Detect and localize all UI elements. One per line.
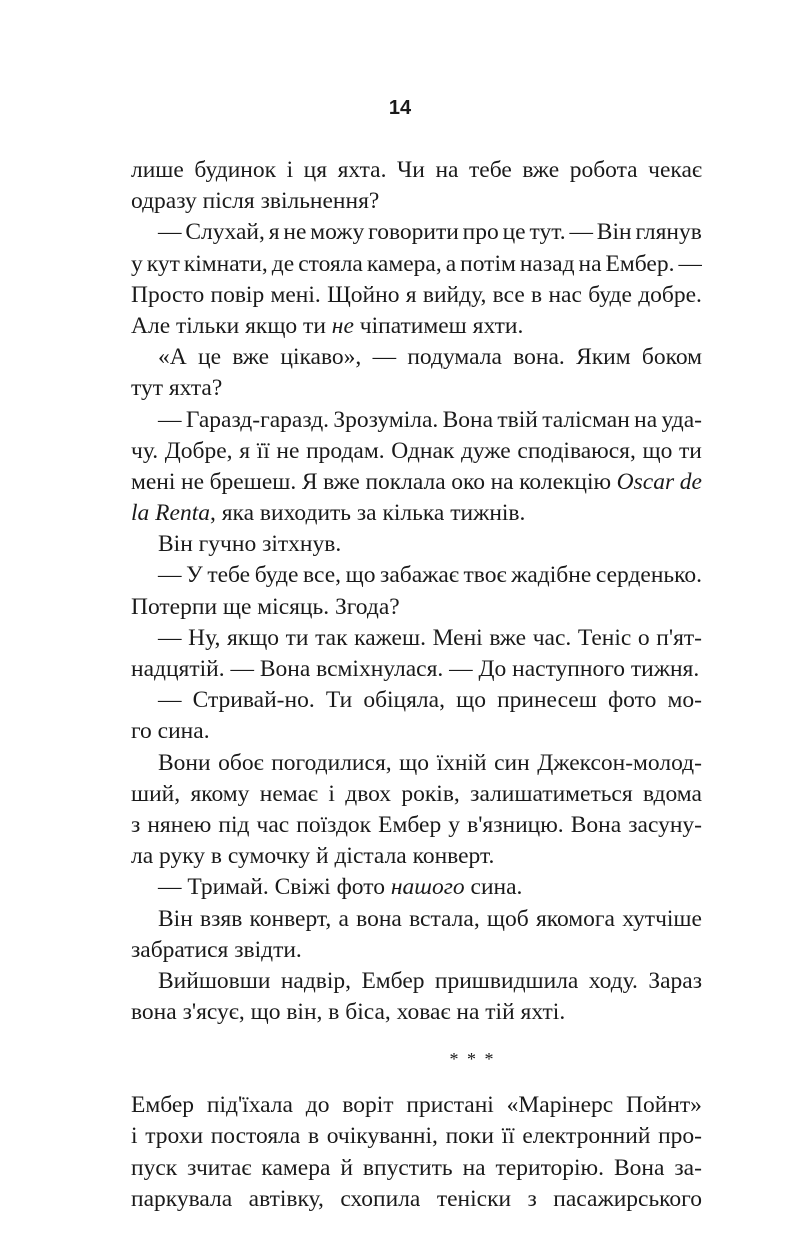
word: Вони (158, 749, 211, 776)
word: чекає (648, 157, 702, 183)
word: стояла (298, 250, 363, 277)
paragraph (131, 685, 702, 747)
word: назад (519, 250, 575, 277)
word: нас (548, 281, 582, 308)
word: зчитає (187, 1154, 252, 1181)
word: — (158, 687, 182, 714)
word: цікаво», (280, 344, 362, 371)
text-run: Але тільки якщо ти (131, 312, 332, 339)
word: що (642, 437, 673, 464)
word: не (283, 219, 307, 246)
paragraph (131, 872, 702, 903)
word: конверт, (249, 905, 332, 932)
text-line (131, 467, 702, 498)
word: Ембер (131, 1092, 195, 1119)
paragraph (131, 1090, 702, 1215)
text-line (131, 904, 702, 935)
word: Пойнт» (626, 1092, 702, 1119)
word: Яким (576, 344, 631, 371)
word: Чи (397, 157, 425, 183)
word: у (131, 250, 143, 277)
word: обоє (218, 749, 264, 776)
word: жадібне (511, 562, 592, 589)
word: я (239, 437, 251, 464)
word: Вона (570, 811, 622, 838)
word: у (448, 811, 461, 838)
word: воріт (342, 1092, 394, 1119)
word: не (181, 468, 205, 495)
word: син (494, 749, 530, 776)
word: вийду, (422, 281, 487, 308)
word: робота (569, 157, 638, 183)
word: територію. (495, 1154, 604, 1181)
text-line: надцятій. — Вона всміхнулася. — До наступного тижня. (131, 656, 700, 682)
word: це (198, 344, 222, 371)
word: Слухай, (185, 219, 265, 246)
word: про (462, 219, 499, 246)
word: за- (674, 1154, 702, 1181)
word: Oscar (616, 468, 675, 495)
word: а (445, 250, 457, 277)
word: двох (345, 780, 392, 807)
word: тут. (529, 219, 566, 246)
word: твоє (463, 562, 507, 589)
word: сподіваюся, (517, 437, 636, 464)
word: пришвидшила (434, 967, 579, 994)
word: я (268, 219, 280, 246)
word: камера (261, 1154, 331, 1181)
word: впустить (362, 1154, 453, 1181)
text-line (131, 249, 702, 280)
word: якому (190, 780, 250, 807)
word: Я (301, 468, 318, 495)
word: потім (460, 250, 516, 277)
word: я (405, 281, 417, 308)
word: щоб (486, 905, 529, 932)
word: про- (658, 1123, 702, 1150)
text-line (131, 311, 702, 342)
word: нянею (147, 811, 212, 838)
text-line (131, 623, 702, 654)
word: надвір, (280, 967, 352, 994)
text-line: го сина. (131, 718, 210, 745)
text-line (131, 1153, 702, 1184)
word: їхній (436, 749, 487, 776)
word: ший, (131, 780, 181, 807)
word: Теніс (577, 624, 632, 651)
word: поки (445, 1123, 494, 1150)
word: вона (356, 905, 402, 932)
page-number: 14 (388, 97, 412, 119)
word: — (372, 344, 397, 371)
word: під (218, 811, 250, 838)
word: уда- (661, 406, 702, 433)
word: під'їхала (206, 1092, 293, 1119)
italic-run: нашого (390, 874, 465, 901)
text-line (131, 810, 702, 841)
text-line (131, 1121, 702, 1152)
word: Просто (131, 281, 205, 308)
word: камера, (366, 250, 442, 277)
word: de (679, 468, 702, 495)
word: Однак (391, 437, 455, 464)
word: Гаразд-гаразд. (185, 406, 330, 433)
word: ти (679, 437, 702, 464)
word: електронний (522, 1123, 651, 1150)
text-line: ла руку в сумочку й дістала конверт. (131, 843, 495, 870)
word: мені (131, 468, 176, 495)
word: поклала (365, 468, 446, 495)
word: буде (254, 562, 299, 589)
word: встала, (409, 905, 480, 932)
word: погодилися, (271, 749, 392, 776)
text-line (131, 342, 702, 373)
word: кут (146, 250, 180, 277)
word: дуже (460, 437, 511, 464)
word: лише (131, 157, 184, 183)
word: де (271, 250, 295, 277)
text-line (131, 779, 702, 810)
word: колекцію (519, 468, 612, 495)
word: — (569, 219, 593, 246)
word: брешеш. (209, 468, 297, 495)
word: фото (607, 687, 657, 714)
body-text (131, 155, 702, 1215)
word: — (158, 562, 182, 589)
word: серденько. (595, 562, 702, 589)
word: Ти (325, 687, 353, 714)
word: вже (232, 344, 270, 371)
word: в'язницю. (467, 811, 564, 838)
paragraph (131, 405, 702, 530)
word: до (305, 1092, 330, 1119)
word: Ну, (188, 624, 221, 651)
word: років, (401, 780, 460, 807)
word: принесеш (497, 687, 597, 714)
word: пуск (131, 1154, 178, 1181)
paragraph (131, 155, 702, 217)
word: продам. (306, 437, 385, 464)
word: Щойно (327, 281, 400, 308)
word: говорити (368, 219, 459, 246)
word: пасажирського (553, 1185, 702, 1212)
word: чу. (131, 437, 159, 464)
word: автівку, (248, 1185, 324, 1212)
word: час (256, 811, 290, 838)
word: і (286, 157, 294, 183)
paragraph (131, 342, 702, 404)
word: теніски (436, 1185, 512, 1212)
word: глянув (635, 219, 702, 246)
word: п'ят- (656, 624, 702, 651)
word: Вона (613, 1154, 665, 1181)
word: і (131, 1123, 138, 1150)
paragraph (131, 904, 702, 966)
text-line (131, 280, 702, 311)
word: і (328, 780, 335, 807)
word: вже (323, 468, 360, 495)
word: на (578, 250, 602, 277)
text-line (131, 405, 702, 436)
word: вже (522, 157, 560, 183)
word: Він (596, 219, 632, 246)
word: забажає (380, 562, 459, 589)
text-line: Він гучно зітхнув. (158, 531, 342, 558)
text-line (131, 498, 702, 529)
word: що (399, 749, 430, 776)
word: Ембер (378, 811, 442, 838)
paragraph (131, 529, 702, 560)
word: все, (303, 562, 341, 589)
word: вдома (643, 780, 702, 807)
word: ти (285, 624, 309, 651)
word: буде (588, 281, 632, 308)
word: — (158, 624, 182, 651)
italic-run: la Renta (131, 500, 210, 527)
word: Ембер. (605, 250, 675, 277)
italic-run: не (331, 312, 354, 339)
text-line: вона з'ясує, що він, в біса, ховає на тій яхті. (131, 999, 566, 1026)
word: пристані (406, 1092, 494, 1119)
word: Ембер (361, 967, 425, 994)
word: так (315, 624, 348, 651)
word: Вийшовши (158, 967, 271, 994)
word: поїздок (296, 811, 372, 838)
word: боком (641, 344, 702, 371)
paragraph (131, 623, 702, 685)
word: її (501, 1123, 515, 1150)
word: на (462, 1154, 486, 1181)
word: ця (303, 157, 328, 183)
word: Добре, (164, 437, 233, 464)
word: на (634, 406, 658, 433)
text-line (131, 436, 702, 467)
word: вже (489, 624, 527, 651)
text-line (131, 685, 702, 716)
word: «Марінерс (506, 1092, 614, 1119)
text-line: одразу після звільнення? (131, 188, 380, 215)
word: Він (158, 905, 193, 932)
paragraph (131, 560, 702, 622)
word: це (502, 219, 526, 246)
text-line (131, 1184, 702, 1215)
text-line (131, 155, 702, 186)
text-line (131, 560, 702, 591)
text-run: чіпатимеш яхти. (353, 312, 524, 339)
text-run: сина. (464, 874, 523, 901)
word: — (158, 406, 182, 433)
word: схопила (340, 1185, 421, 1212)
word: з (527, 1185, 537, 1212)
word: засуну- (628, 811, 702, 838)
word: хутчіше (622, 905, 702, 932)
word: Зрозуміла. (333, 406, 439, 433)
word: якомога (535, 905, 615, 932)
word: взяв (200, 905, 243, 932)
word: очікуванні, (326, 1123, 438, 1150)
text-line: Потерпи ще місяць. Згода? (131, 593, 400, 620)
text-line: тут яхта? (131, 375, 223, 402)
word: Джексон-молод- (537, 749, 702, 776)
word: мені. (270, 281, 321, 308)
word: паркувала (131, 1185, 233, 1212)
word: на (435, 157, 459, 183)
text-line (131, 872, 702, 903)
word: немає (259, 780, 319, 807)
word: добре. (638, 281, 702, 308)
word: повір (210, 281, 265, 308)
text-line (131, 966, 702, 997)
paragraph (131, 966, 702, 1028)
word: що (456, 687, 486, 714)
word: яхта. (337, 157, 387, 183)
word: обіцяла, (363, 687, 445, 714)
text-line (131, 1090, 702, 1121)
word: а (338, 905, 349, 932)
word: будинок (194, 157, 277, 183)
word: час. (532, 624, 572, 651)
word: «А (158, 344, 187, 371)
word: мо- (667, 687, 702, 714)
word: талісман (542, 406, 630, 433)
word: що (345, 562, 376, 589)
word: — (158, 219, 182, 246)
word: вона. (513, 344, 565, 371)
word: постояла (210, 1123, 301, 1150)
word: залишатиметься (470, 780, 633, 807)
paragraph (131, 748, 702, 873)
text-run: , яка виходить за кілька тижнів. (209, 500, 526, 527)
word: тебе (469, 157, 512, 183)
word: в (307, 1123, 320, 1150)
word: — (678, 250, 702, 277)
word: о (637, 624, 650, 651)
word: й (340, 1154, 353, 1181)
text-run: — Тримай. Свіжі фото (158, 874, 391, 901)
word: кімнати, (183, 250, 268, 277)
word: якщо (226, 624, 280, 651)
word: не (276, 437, 300, 464)
word: Стривай-но. (192, 687, 315, 714)
word: Зараз (648, 967, 702, 994)
word: тебе (207, 562, 251, 589)
word: можу (310, 219, 365, 246)
word: її (256, 437, 270, 464)
word: в (531, 281, 543, 308)
paragraph (131, 217, 702, 342)
word: У (186, 562, 203, 589)
word: око (451, 468, 486, 495)
word: подумала (407, 344, 502, 371)
word: твій (497, 406, 538, 433)
text-line (131, 217, 702, 248)
word: кажеш. (354, 624, 426, 651)
word: трохи (145, 1123, 204, 1150)
word: Вона (442, 406, 494, 433)
word: на (490, 468, 514, 495)
text-line: забратися звідти. (131, 936, 302, 963)
word: все (492, 281, 525, 308)
section-separator: * * * (449, 1049, 496, 1070)
word: Мені (432, 624, 483, 651)
word: ходу. (588, 967, 638, 994)
word: з (131, 811, 141, 838)
text-line (131, 748, 702, 779)
